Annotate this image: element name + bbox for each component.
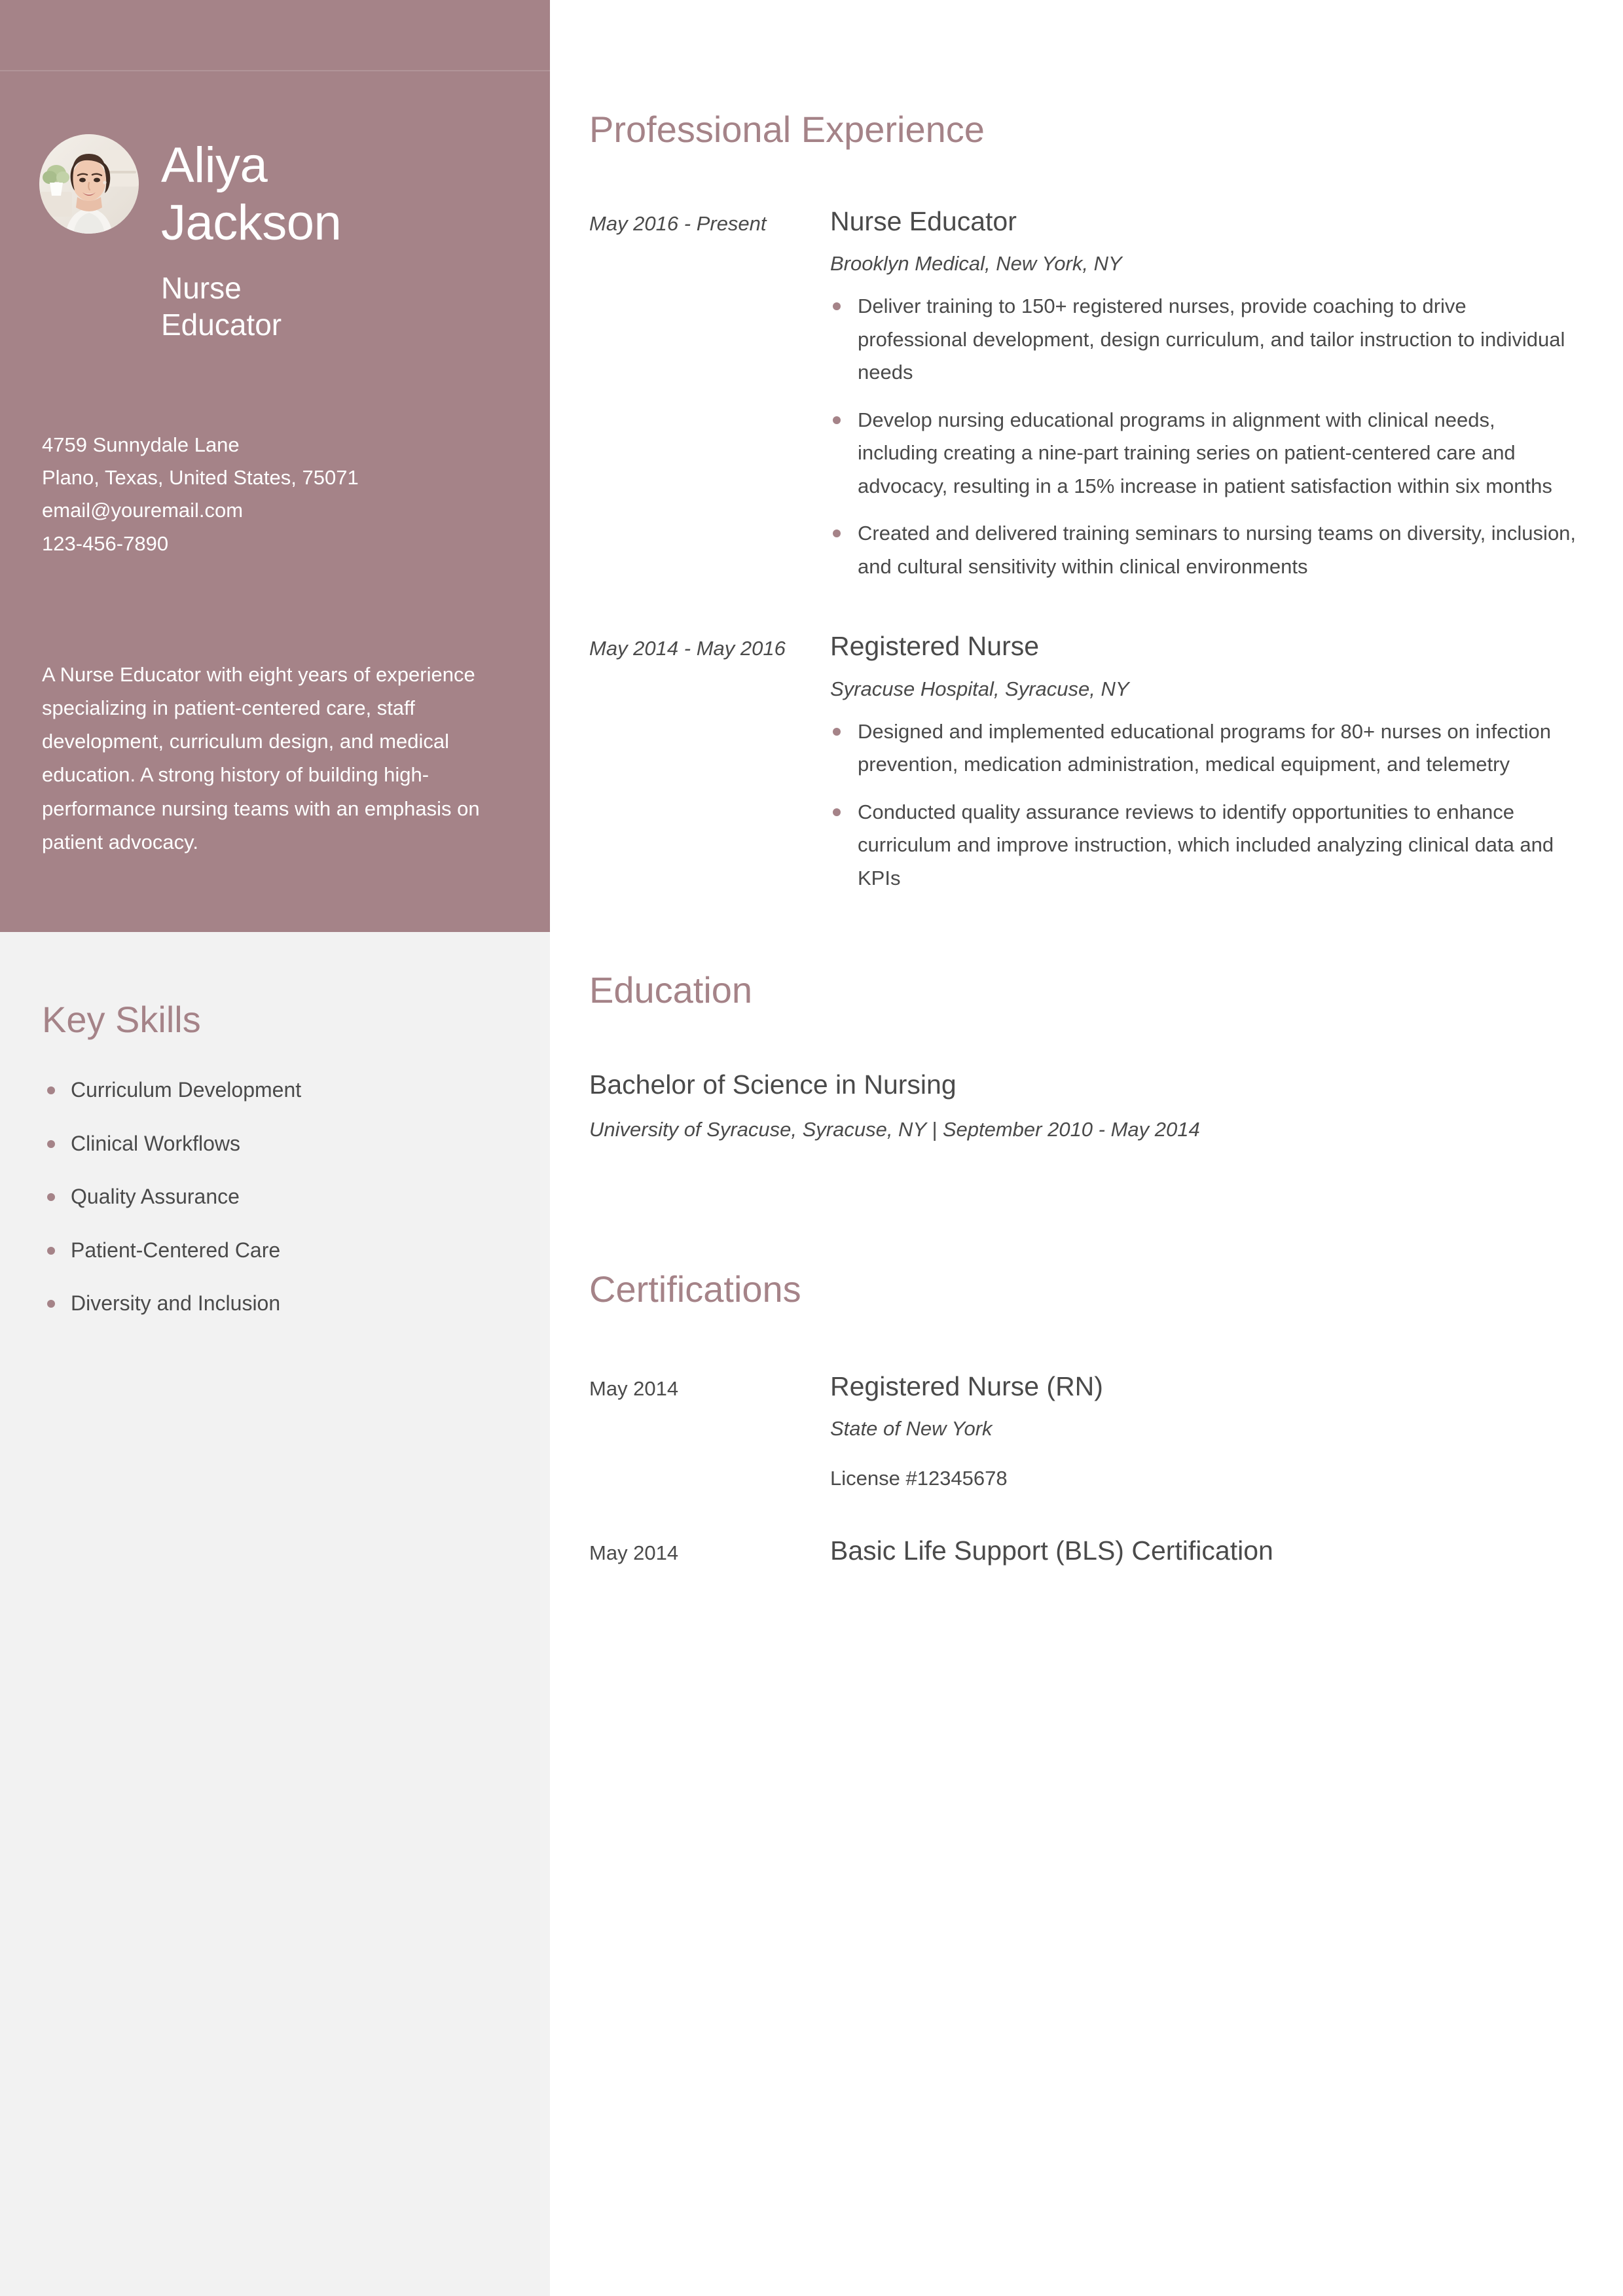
experience-role: Nurse Educator (830, 206, 1017, 236)
professional-summary: A Nurse Educator with eight years of experience specializing in patient-centered care, staff development, curriculum design, and medical education. A strong history of building high-performance nursing teams with an emphasis on patient advocacy. (42, 663, 480, 853)
contact-block (42, 429, 526, 560)
bullet-text: Created and delivered training seminars to nursing teams on diversity, inclusion, and cultural sensitivity within clinical environments (858, 522, 1577, 578)
education-degree: Bachelor of Science in Nursing (589, 1069, 957, 1100)
list-item (830, 796, 1578, 895)
list-item (830, 290, 1578, 389)
list-item (42, 1077, 513, 1104)
contact-phone[interactable]: 123-456-7890 (42, 531, 169, 555)
bullet-text: Deliver training to 150+ registered nurses, provide coaching to drive professional development, design curriculum, and tailor instruction to individual needs (858, 295, 1565, 384)
key-skills-list (42, 1077, 513, 1344)
certification-title: Basic Life Support (BLS) Certification (830, 1535, 1273, 1566)
education-meta: University of Syracuse, Syracuse, NY | September 2010 - May 2014 (589, 1118, 1200, 1141)
experience-role: Registered Nurse (830, 631, 1040, 662)
certification-entry-body (830, 1535, 1578, 1567)
bullet-dot-icon (47, 1193, 55, 1201)
first-name: Aliya (161, 137, 268, 193)
bullet-dot-icon (47, 1140, 55, 1148)
experience-organization: Syracuse Hospital, Syracuse, NY (830, 677, 1129, 700)
section-heading-certifications: Certifications (589, 1268, 801, 1310)
experience-date: May 2016 - Present (589, 212, 767, 235)
list-item (830, 517, 1578, 583)
skill-label: Curriculum Development (71, 1078, 302, 1102)
bullet-dot-icon (833, 416, 841, 424)
job-title-line-2: Educator (161, 307, 282, 342)
list-item (830, 715, 1578, 781)
name-block (161, 134, 341, 343)
certification-issuer: State of New York (830, 1417, 993, 1441)
last-name: Jackson (161, 195, 342, 251)
certification-title: Registered Nurse (RN) (830, 1371, 1103, 1402)
bullet-text: Designed and implemented educational programs for 80+ nurses on infection prevention, medication administration, medical equipment, and telemetry (858, 719, 1551, 776)
experience-entry (589, 206, 1578, 583)
key-skills-heading: Key Skills (42, 999, 201, 1040)
bullet-text: Develop nursing educational programs in alignment with clinical needs, including creating a nine-part training series on patient-centered care and advocacy, resulting in a 15% increase in patient satisfaction within six months (858, 408, 1552, 497)
experience-entry-body (830, 630, 1578, 895)
avatar (39, 134, 139, 234)
bullet-dot-icon (47, 1247, 55, 1255)
bullet-text: Conducted quality assurance reviews to identify opportunities to enhance curriculum and improve instruction, which included analyzing clinical data and KPIs (858, 800, 1554, 889)
experience-date: May 2014 - May 2016 (589, 637, 786, 660)
identity-block (39, 134, 524, 343)
bullet-dot-icon (833, 302, 841, 310)
job-title-line-1: Nurse (161, 271, 242, 306)
education-entry (589, 1069, 1578, 1141)
experience-bullet-list (830, 290, 1578, 583)
experience-bullet-list (830, 715, 1578, 895)
list-item (830, 404, 1578, 503)
section-heading-experience: Professional Experience (589, 109, 985, 150)
list-item (42, 1237, 513, 1265)
sidebar (0, 0, 550, 2296)
bullet-dot-icon (833, 728, 841, 736)
contact-city-state-zip: Plano, Texas, United States, 75071 (42, 466, 359, 490)
certification-license: License #12345678 (830, 1467, 1008, 1490)
list-item (42, 1183, 513, 1211)
candidate-title (161, 270, 341, 342)
bullet-dot-icon (833, 808, 841, 816)
certification-date: May 2014 (589, 1541, 679, 1565)
experience-organization: Brooklyn Medical, New York, NY (830, 252, 1122, 276)
skill-label: Quality Assurance (71, 1185, 240, 1209)
bullet-dot-icon (833, 529, 841, 537)
section-heading-education: Education (589, 969, 753, 1011)
list-item (42, 1290, 513, 1318)
candidate-name (161, 137, 341, 252)
experience-entry-body (830, 206, 1578, 583)
certification-date: May 2014 (589, 1377, 679, 1401)
contact-email[interactable]: email@youremail.com (42, 499, 244, 522)
bullet-dot-icon (47, 1086, 55, 1094)
bullet-dot-icon (47, 1300, 55, 1308)
certification-entry-body (830, 1371, 1578, 1490)
experience-entry (589, 630, 1578, 895)
sidebar-top-divider (0, 70, 550, 71)
list-item (42, 1130, 513, 1158)
certification-entry (589, 1535, 1578, 1567)
certification-entry (589, 1371, 1578, 1490)
contact-street: 4759 Sunnydale Lane (42, 433, 240, 456)
main-content (589, 0, 1578, 1568)
skill-label: Clinical Workflows (71, 1131, 241, 1155)
skill-label: Diversity and Inclusion (71, 1291, 281, 1316)
skill-label: Patient-Centered Care (71, 1238, 281, 1262)
